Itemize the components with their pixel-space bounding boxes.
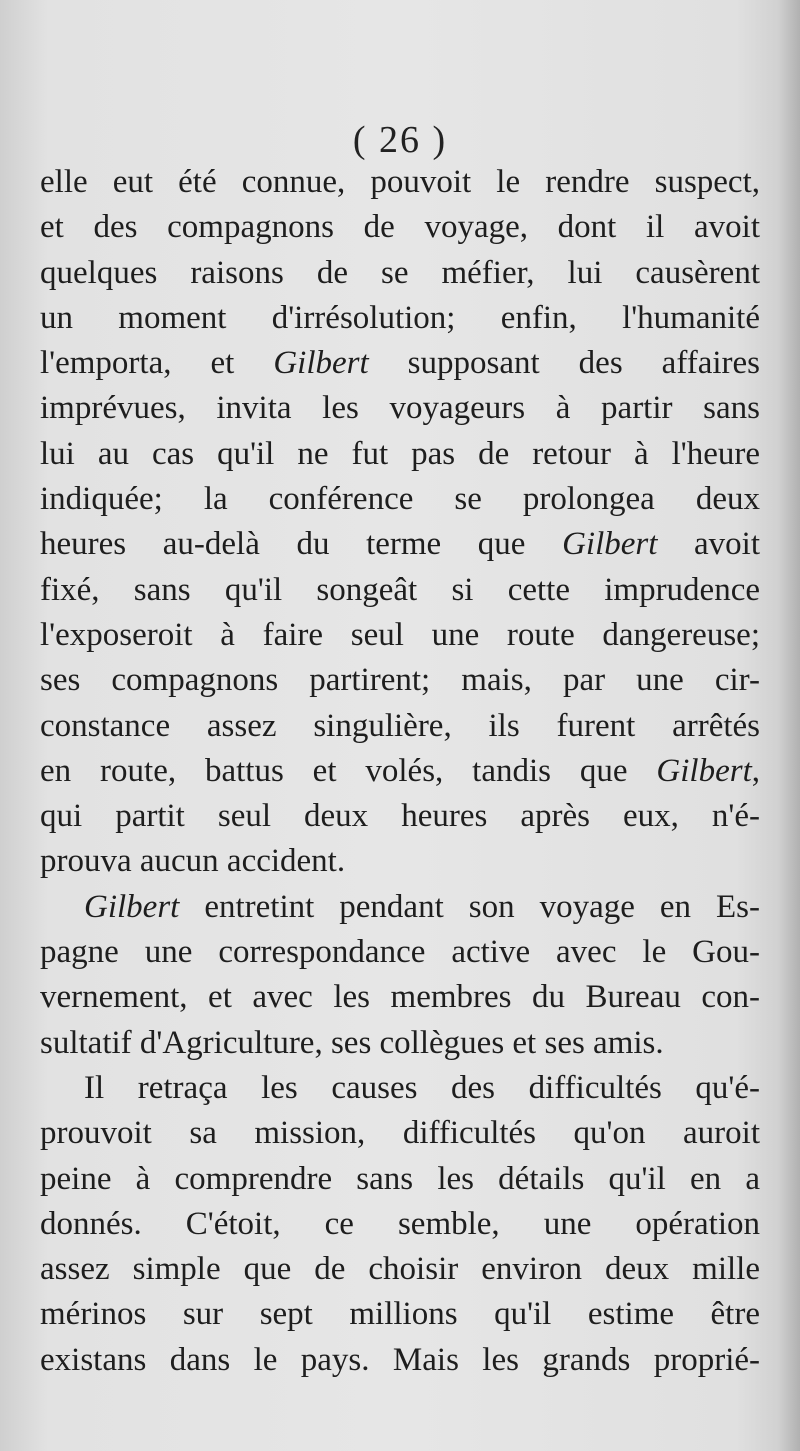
text-line: quelques raisons de se méfier, lui causèrent	[40, 254, 760, 291]
text-line: qui partit seul deux heures après eux, n'é-	[40, 798, 760, 835]
text-line: prouvoit sa mission, difficultés qu'on auroit	[40, 1115, 760, 1152]
text-line: pagne une correspondance active avec le Gou-	[40, 934, 760, 971]
text-line: et des compagnons de voyage, dont il avoit	[40, 209, 760, 246]
page-edge-shadow	[778, 0, 800, 1451]
text-line: en route, battus et volés, tandis que Gilbert,	[40, 752, 760, 789]
text-line: imprévues, invita les voyageurs à partir sans	[40, 390, 760, 427]
text-line: mérinos sur sept millions qu'il estime être	[40, 1296, 760, 1333]
text-line: constance assez singulière, ils furent arrêtés	[40, 707, 760, 744]
text-line: assez simple que de choisir environ deux mille	[40, 1251, 760, 1288]
body-text	[40, 160, 760, 1383]
text-line: Gilbert entretint pendant son voyage en Es-	[84, 888, 760, 925]
text-line: peine à comprendre sans les détails qu'il en a	[40, 1160, 760, 1197]
text-line: prouva aucun accident.	[40, 843, 346, 880]
text-line: lui au cas qu'il ne fut pas de retour à l'heure	[40, 435, 760, 472]
text-line: elle eut été connue, pouvoit le rendre suspect,	[40, 164, 760, 200]
text-line: sultatif d'Agriculture, ses collègues et ses amis.	[40, 1024, 664, 1061]
text-line: heures au-delà du terme que Gilbert avoit	[40, 526, 760, 563]
text-line: existans dans le pays. Mais les grands proprié-	[40, 1341, 760, 1378]
text-line: ses compagnons partirent; mais, par une cir-	[40, 662, 760, 699]
text-line: donnés. C'étoit, ce semble, une opération	[40, 1205, 760, 1242]
text-line: l'exposeroit à faire seul une route dangereuse;	[40, 616, 760, 653]
text-line: fixé, sans qu'il songeât si cette imprudence	[40, 571, 760, 608]
paragraph-2	[40, 885, 760, 1066]
page-number: ( 26 )	[352, 119, 448, 161]
text-line: l'emporta, et Gilbert supposant des affaires	[40, 345, 760, 382]
text-line: Il retraça les causes des difficultés qu'é-	[84, 1069, 760, 1106]
text-line: vernement, et avec les membres du Bureau con-	[40, 979, 760, 1016]
text-line: un moment d'irrésolution; enfin, l'humanité	[40, 299, 760, 336]
paragraph-3	[40, 1066, 760, 1383]
text-line: indiquée; la conférence se prolongea deux	[40, 481, 760, 518]
paragraph-1	[40, 160, 760, 885]
